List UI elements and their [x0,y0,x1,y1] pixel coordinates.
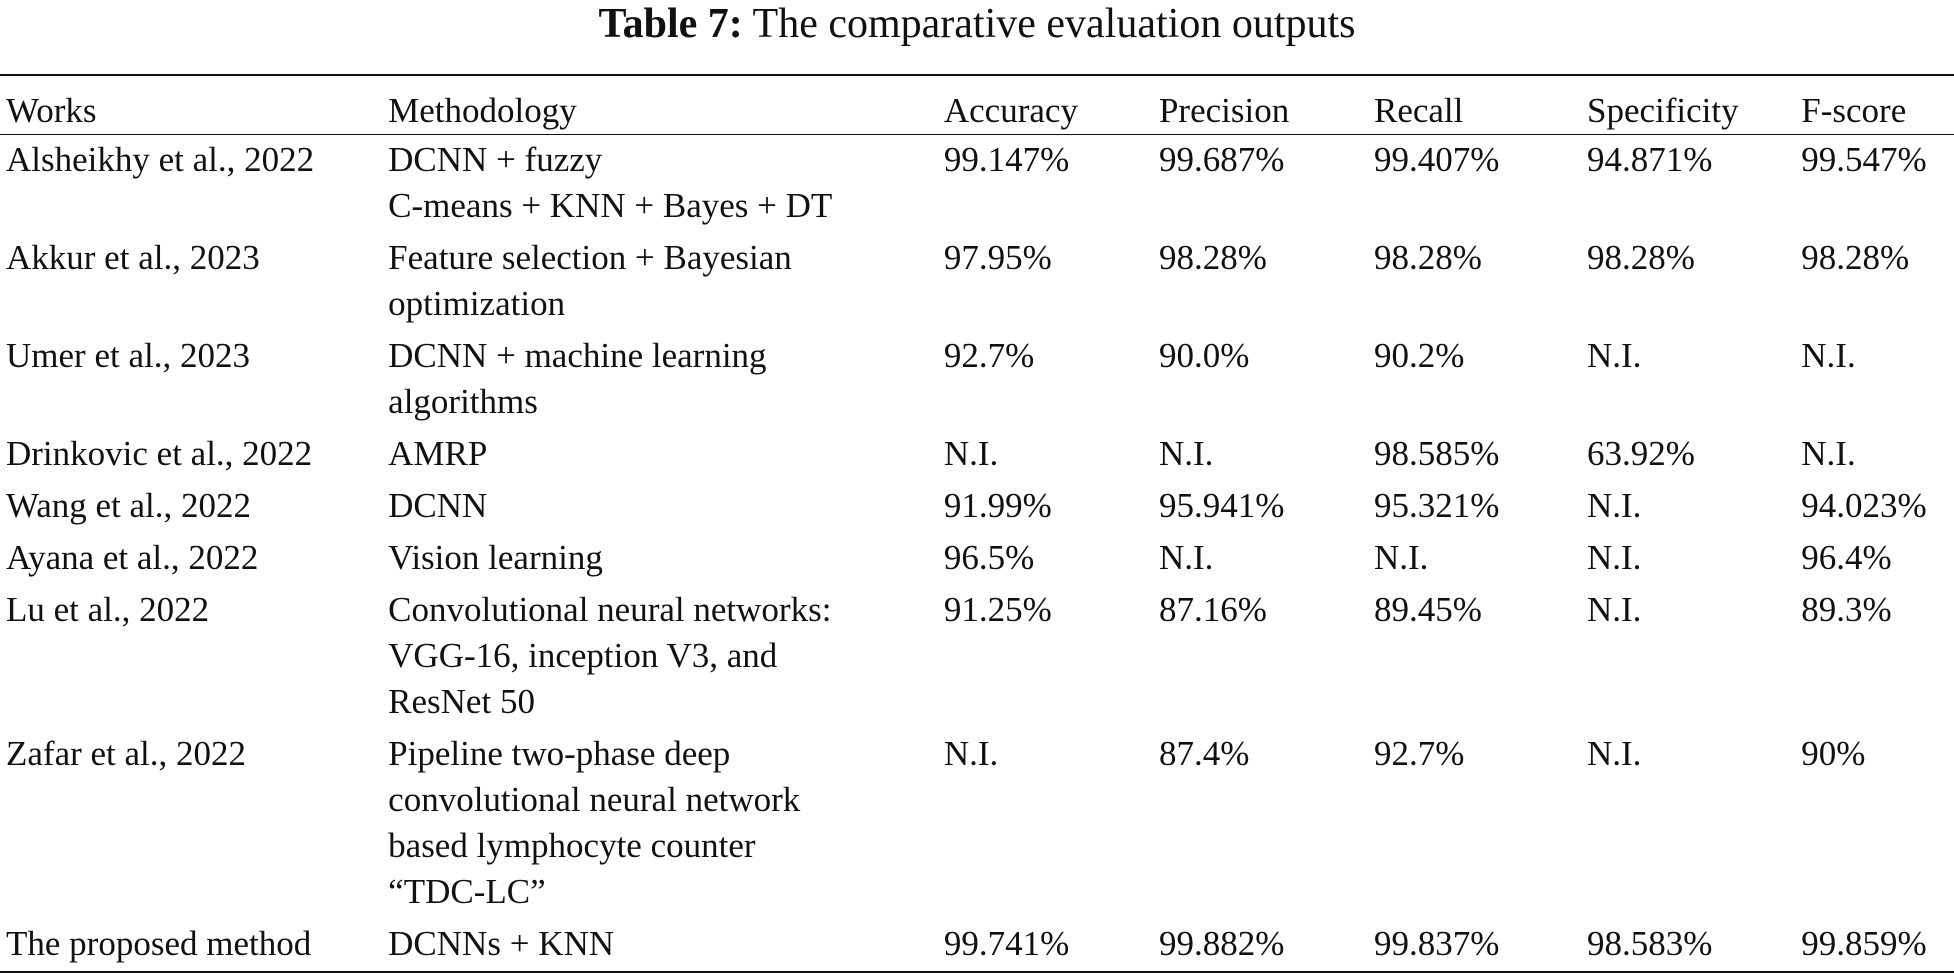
cell-methodology [388,233,944,331]
cell-precision: 90.0% [1158,336,1250,375]
cell-methodology [388,331,944,429]
cell-precision: 95.941% [1158,486,1285,525]
header-precision: Precision [1159,75,1374,135]
cell-work: Umer et al., 2023 [6,336,250,375]
cell-accuracy: 91.25% [943,590,1052,629]
methodology-line: C-means + KNN + Bayes + DT [388,186,833,225]
cell-methodology [388,481,944,533]
cell-precision: 87.16% [1158,590,1267,629]
header-row [0,75,1954,135]
table-row [0,429,1954,481]
cell-recall: 98.585% [1373,434,1500,473]
cell-work: Ayana et al., 2022 [6,538,259,577]
cell-specificity: N.I. [1586,538,1642,577]
cell-precision: 98.28% [1158,238,1267,277]
header-specificity: Specificity [1587,75,1801,135]
table-row [0,729,1954,919]
table-header [0,75,1954,135]
cell-fscore: 99.547% [1801,140,1927,179]
table-caption-label: Table 7: [598,1,743,47]
cell-methodology [388,919,944,972]
cell-work: Drinkovic et al., 2022 [6,434,313,473]
cell-work: Lu et al., 2022 [6,590,210,629]
cell-fscore: 99.859% [1801,924,1927,963]
methodology-line: AMRP [388,434,488,473]
cell-methodology [388,429,944,481]
methodology-line: DCNN [388,486,488,525]
methodology-line: based lymphocyte counter [388,826,756,865]
cell-specificity: N.I. [1586,590,1642,629]
cell-fscore: N.I. [1801,434,1856,473]
table-row [0,481,1954,533]
table-row [0,233,1954,331]
methodology-line: algorithms [388,382,538,421]
cell-methodology [388,135,944,234]
methodology-line: Convolutional neural networks: [388,590,832,629]
cell-specificity: 98.583% [1586,924,1713,963]
cell-accuracy: 92.7% [943,336,1035,375]
cell-recall: 95.321% [1373,486,1500,525]
cell-recall: 89.45% [1373,590,1482,629]
table-body [0,135,1954,973]
cell-fscore: 96.4% [1801,538,1892,577]
cell-accuracy: N.I. [943,434,999,473]
methodology-line: VGG-16, inception V3, and [388,636,778,675]
table-caption-text: The comparative evaluation outputs [752,1,1356,47]
cell-work: Wang et al., 2022 [6,486,252,525]
cell-specificity: N.I. [1586,734,1642,773]
cell-work: Alsheikhy et al., 2022 [6,140,315,179]
methodology-line: Feature selection + Bayesian [388,238,792,277]
cell-accuracy: 96.5% [943,538,1035,577]
cell-methodology [388,585,944,729]
cell-precision: N.I. [1158,538,1214,577]
cell-recall: 98.28% [1373,238,1482,277]
cell-accuracy: 91.99% [943,486,1052,525]
cell-work: Akkur et al., 2023 [6,238,260,277]
cell-precision: 87.4% [1158,734,1250,773]
table-row [0,919,1954,972]
cell-accuracy: 99.741% [943,924,1070,963]
cell-recall: 99.407% [1373,140,1500,179]
table-row [0,585,1954,729]
cell-fscore: 90% [1801,734,1866,773]
header-recall: Recall [1374,75,1587,135]
methodology-line: convolutional neural network [388,780,801,819]
methodology-line: “TDC-LC” [388,872,546,911]
header-accuracy: Accuracy [944,75,1159,135]
cell-fscore: 89.3% [1801,590,1892,629]
table-row [0,533,1954,585]
cell-precision: 99.882% [1158,924,1285,963]
cell-specificity: N.I. [1586,486,1642,525]
table-row [0,331,1954,429]
table-row [0,135,1954,234]
cell-accuracy: N.I. [943,734,999,773]
cell-specificity: N.I. [1586,336,1642,375]
methodology-line: DCNN + fuzzy [388,140,603,179]
cell-recall: N.I. [1373,538,1429,577]
table-caption [0,0,1954,48]
methodology-line: DCNNs + KNN [388,924,615,963]
cell-accuracy: 99.147% [943,140,1070,179]
cell-recall: 99.837% [1373,924,1500,963]
methodology-line: Pipeline two-phase deep [388,734,731,773]
methodology-line: Vision learning [388,538,603,577]
header-works: Works [0,75,388,135]
cell-precision: N.I. [1158,434,1214,473]
cell-specificity: 94.871% [1586,140,1713,179]
cell-precision: 99.687% [1158,140,1285,179]
header-fscore: F-score [1801,75,1954,135]
cell-recall: 90.2% [1373,336,1465,375]
cell-fscore: N.I. [1801,336,1856,375]
cell-fscore: 94.023% [1801,486,1927,525]
cell-accuracy: 97.95% [943,238,1052,277]
cell-methodology [388,729,944,919]
cell-recall: 92.7% [1373,734,1465,773]
cell-specificity: 98.28% [1586,238,1695,277]
cell-work: The proposed method [6,924,312,963]
methodology-line: optimization [388,284,566,323]
cell-work: Zafar et al., 2022 [6,734,247,773]
cell-fscore: 98.28% [1801,238,1910,277]
header-methodology: Methodology [388,75,944,135]
methodology-line: ResNet 50 [388,682,535,721]
cell-specificity: 63.92% [1586,434,1695,473]
cell-methodology [388,533,944,585]
comparative-evaluation-table [0,74,1954,973]
methodology-line: DCNN + machine learning [388,336,767,375]
